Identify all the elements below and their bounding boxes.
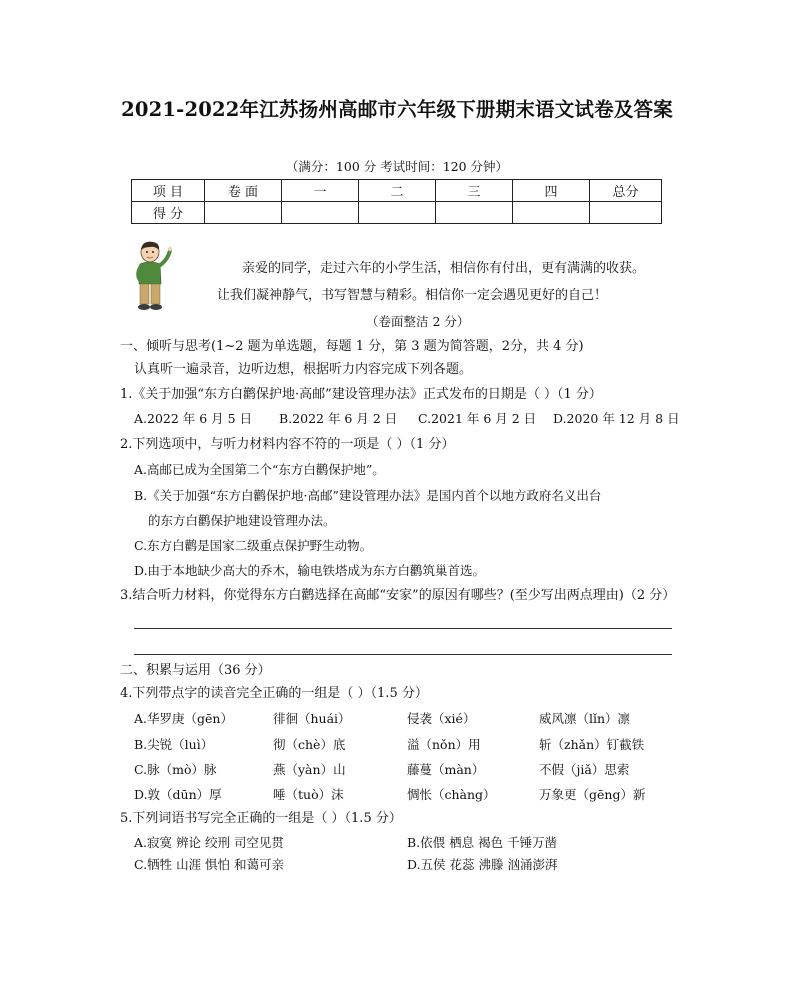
q4-d-4: 万象更（gēng）新 (539, 787, 646, 802)
q2-option-c: C.东方白鹳是国家二级重点保护野生动物。 (134, 538, 373, 553)
q4-c-2: 燕（yàn）山 (273, 762, 346, 777)
q5-option-b: B.依偎 栖息 褐色 千锤万凿 (407, 835, 558, 850)
q2-option-a: A.高邮已成为全国第二个“东方白鹳保护地”。 (134, 462, 385, 477)
q4-c-1: C.脉（mò）脉 (134, 762, 217, 777)
score-header-total: 总分 (590, 180, 662, 202)
score-row-label: 得 分 (132, 202, 205, 224)
q4-b-3: 溢（nǒn）用 (407, 737, 481, 752)
score-header-part3: 三 (436, 180, 513, 202)
score-header-part1: 一 (282, 180, 359, 202)
q5-option-a: A.寂寞 辨论 绞刑 司空见贯 (134, 835, 284, 850)
answer-line-1[interactable] (134, 628, 672, 629)
section2-heading: 二、积累与运用（36 分） (120, 663, 271, 678)
q4-a-3: 侵袭（xié） (407, 711, 476, 726)
score-cell-part2[interactable] (359, 202, 436, 224)
q5-option-d: D.五侯 花蕊 沸滕 汹涌澎湃 (407, 857, 558, 872)
question-3: 3.结合听力材料，你觉得东方白鹳选择在高邮“安家”的原因有哪些？(至少写出两点理由)（2 分） (120, 588, 676, 603)
q1-option-d: D.2020 年 12 月 8 日 (553, 411, 680, 426)
section1-instruction: 认真听一遍录音，边听边想，根据听力内容完成下列各题。 (134, 362, 473, 377)
question-1: 1.《关于加强“东方白鹳保护地·高邮”建设管理办法》正式发布的日期是（ ）（1 分） (120, 387, 602, 402)
q4-b-1: B.尖锐（luì） (134, 737, 214, 752)
score-table-header-row (132, 180, 662, 202)
score-cell-neatness[interactable] (205, 202, 282, 224)
score-table (131, 179, 662, 224)
q4-a-2: 徘徊（huái） (273, 711, 351, 726)
score-table-row (132, 202, 662, 224)
q4-d-2: 唾（tuò）沫 (273, 787, 344, 802)
q2-option-b-line2: 的东方白鹳保护地建设管理办法。 (148, 513, 336, 528)
question-2: 2.下列选项中，与听力材料内容不符的一项是（ ）（1 分） (120, 437, 455, 452)
q4-a-1: A.华罗庚（gēn） (134, 711, 233, 726)
q4-c-3: 藤蔓（màn） (407, 762, 485, 777)
q1-option-a: A.2022 年 6 月 5 日 (134, 411, 253, 426)
intro-line-2: 让我们凝神静气，书写智慧与精彩。相信你一定会遇见更好的自己！ (217, 288, 608, 303)
answer-line-2[interactable] (134, 654, 672, 655)
score-header-part4: 四 (513, 180, 590, 202)
score-header-item: 项 目 (132, 180, 205, 202)
q4-d-1: D.敦（dūn）厚 (134, 787, 222, 802)
q1-option-b: B.2022 年 6 月 2 日 (279, 411, 398, 426)
score-header-neatness: 卷 面 (205, 180, 282, 202)
page-title: 2021-2022年江苏扬州高邮市六年级下册期末语文试卷及答案 (121, 98, 673, 121)
q4-a-4: 威风凛（lǐn）凛 (539, 711, 631, 726)
intro-line-3: （卷面整洁 2 分） (366, 314, 470, 329)
q4-c-4: 不假（jiǎ）思索 (539, 762, 630, 777)
q2-option-b-line1: B.《关于加强“东方白鹳保护地·高邮”建设管理办法》是国内首个以地方政府名义出台 (134, 488, 602, 503)
q2-option-d: D.由于本地缺少高大的乔木，输电铁塔成为东方白鹳筑巢首选。 (134, 563, 486, 578)
score-cell-part1[interactable] (282, 202, 359, 224)
q5-option-c: C.牺牲 山涯 惧怕 和蔼可亲 (134, 857, 285, 872)
q4-b-2: 彻（chè）底 (273, 737, 346, 752)
question-5: 5.下列词语书写完全正确的一组是（ ）（1.5 分） (120, 811, 402, 826)
q1-option-c: C.2021 年 6 月 2 日 (418, 411, 537, 426)
score-cell-part4[interactable] (513, 202, 590, 224)
question-4: 4.下列带点字的读音完全正确的一组是（ ）（1.5 分） (120, 686, 428, 701)
q4-b-4: 斩（zhǎn）钉截铁 (539, 737, 645, 752)
score-cell-part3[interactable] (436, 202, 513, 224)
score-header-part2: 二 (359, 180, 436, 202)
score-cell-total[interactable] (590, 202, 662, 224)
intro-line-1: 亲爱的同学，走过六年的小学生活，相信你有付出，更有满满的收获。 (242, 261, 646, 276)
q4-d-3: 惆怅（chàng） (407, 787, 496, 802)
exam-info: （满分：100 分 考试时间：120 分钟） (285, 159, 509, 174)
section1-heading: 一、倾听与思考(1~2 题为单选题，每题 1 分，第 3 题为简答题，2分，共 4 分) (120, 339, 584, 354)
student-illustration (128, 240, 176, 312)
